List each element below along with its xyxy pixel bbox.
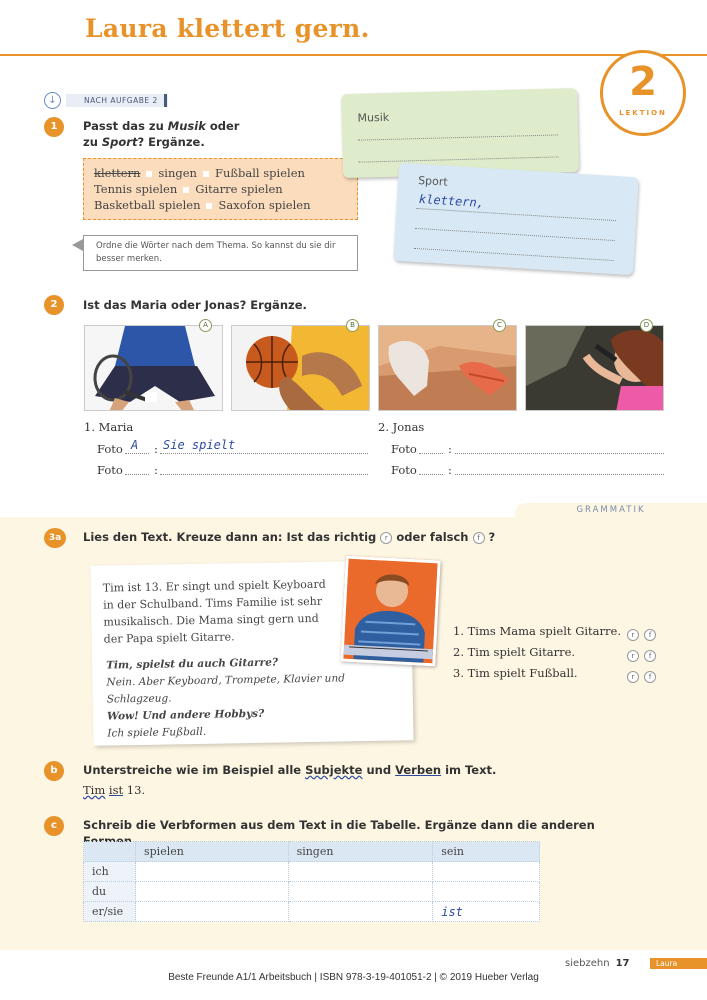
dialog-answer: Nein. Aber Keyboard, Trompete, Klavier und Schlagzeug. bbox=[106, 672, 345, 706]
singing-illustration bbox=[526, 326, 664, 411]
statement-1-checkboxes bbox=[627, 624, 656, 643]
separator-square bbox=[146, 171, 152, 177]
table-cell[interactable] bbox=[433, 902, 540, 922]
dialog-question: Tim, spielst du auch Gitarre? bbox=[106, 656, 279, 672]
jonas-heading: 2. Jonas bbox=[378, 420, 425, 434]
col-singen: singen bbox=[288, 842, 433, 862]
table-cell[interactable] bbox=[288, 862, 433, 882]
instr-text: Unterstreiche wie im Beispiel alle bbox=[83, 763, 306, 777]
falsch-checkbox[interactable]: f bbox=[644, 650, 656, 662]
word-klettern: klettern bbox=[94, 166, 141, 180]
nach-aufgabe-label: NACH AUFGABE 2 bbox=[66, 94, 168, 107]
photo-c-label: C bbox=[493, 319, 506, 332]
page-number bbox=[565, 958, 630, 969]
maria-foto-1-label: Foto bbox=[97, 442, 123, 456]
exercise-3a-badge: 3a bbox=[44, 528, 66, 548]
instr-sport: Sport bbox=[101, 135, 138, 149]
maria-foto-2-blank[interactable] bbox=[125, 474, 149, 475]
table-cell[interactable] bbox=[288, 882, 433, 902]
title-divider bbox=[0, 54, 707, 56]
col-spielen: spielen bbox=[136, 842, 289, 862]
exercise-3b-badge: b bbox=[44, 761, 64, 781]
instr-text: oder falsch bbox=[396, 530, 469, 544]
sport-answer-handwritten: klettern, bbox=[418, 192, 485, 211]
text-line: musikalisch. Die Mama singt gern und bbox=[103, 611, 319, 629]
text-line: Tim ist 13. Er singt und spielt Keyboard bbox=[102, 577, 326, 595]
boy-illustration bbox=[343, 559, 437, 664]
page-word: siebzehn bbox=[565, 958, 610, 969]
colon: : bbox=[154, 463, 158, 477]
word-box bbox=[83, 158, 358, 220]
table-cell[interactable] bbox=[433, 882, 540, 902]
col-sein: sein bbox=[433, 842, 540, 862]
separator-square bbox=[203, 171, 209, 177]
jonas-foto-2-label: Foto bbox=[391, 463, 417, 477]
falsch-icon: f bbox=[473, 532, 485, 544]
answer-line[interactable] bbox=[415, 228, 615, 241]
word-saxofon: Saxofon spielen bbox=[218, 198, 311, 212]
exercise-2-instruction: Ist das Maria oder Jonas? Ergänze. bbox=[83, 298, 307, 312]
text-line: der Papa spielt Gitarre. bbox=[103, 630, 235, 646]
table-cell[interactable] bbox=[288, 902, 433, 922]
table-cell[interactable] bbox=[136, 862, 289, 882]
maria-foto-2-line[interactable] bbox=[160, 474, 368, 475]
photo-b-label: B bbox=[346, 319, 359, 332]
photo-d-label: D bbox=[640, 319, 653, 332]
statement-1: 1. Tims Mama spielt Gitarre. bbox=[453, 624, 621, 638]
instr-text: ? Ergänze. bbox=[137, 135, 205, 149]
basketball-illustration bbox=[232, 326, 370, 411]
separator-square bbox=[183, 187, 189, 193]
row-ich: ich bbox=[84, 862, 136, 882]
musik-card bbox=[341, 88, 579, 178]
answer-ist: ist bbox=[441, 904, 463, 919]
example-sentence bbox=[83, 783, 145, 797]
word-fussball: Fußball spielen bbox=[214, 166, 305, 180]
statement-3-checkboxes bbox=[627, 666, 656, 685]
text-line: in der Schulband. Tims Familie ist sehr bbox=[103, 594, 323, 612]
instr-text: Passt das zu bbox=[83, 119, 168, 133]
falsch-checkbox[interactable]: f bbox=[644, 671, 656, 683]
answer-line[interactable] bbox=[359, 156, 559, 162]
exercise-2-badge: 2 bbox=[44, 295, 64, 315]
jonas-foto-1-label: Foto bbox=[391, 442, 417, 456]
chapter-tag: Laura bbox=[650, 958, 707, 969]
colon: : bbox=[448, 442, 452, 456]
page-num: 17 bbox=[615, 958, 630, 969]
instr-text: ? bbox=[488, 530, 496, 544]
word-singen: singen bbox=[158, 166, 197, 180]
separator-square bbox=[206, 203, 212, 209]
exercise-3a-instruction bbox=[83, 529, 503, 545]
richtig-icon: r bbox=[380, 532, 392, 544]
statement-2: 2. Tim spielt Gitarre. bbox=[453, 645, 576, 659]
example-rest: 13. bbox=[123, 783, 146, 797]
lesson-label: LEKTION bbox=[619, 109, 667, 117]
photo-b-basketball bbox=[231, 325, 370, 411]
jonas-foto-2-line[interactable] bbox=[455, 474, 664, 475]
answer-line[interactable] bbox=[358, 134, 558, 140]
tip-pointer bbox=[72, 239, 83, 251]
lesson-badge bbox=[600, 50, 686, 136]
photo-a-tennis bbox=[84, 325, 223, 411]
tennis-illustration bbox=[85, 326, 223, 411]
tip-box: Ordne die Wörter nach dem Thema. So kannst du sie dir besser merken. bbox=[83, 235, 358, 271]
dialog-answer: Ich spiele Fußball. bbox=[107, 725, 207, 740]
table-row bbox=[84, 902, 540, 922]
photo-c-climbing bbox=[378, 325, 517, 411]
maria-foto-1-text-answer: Sie spielt bbox=[163, 438, 236, 452]
word-tennis: Tennis spielen bbox=[94, 182, 178, 196]
answer-line[interactable] bbox=[414, 248, 614, 261]
instr-text: oder bbox=[205, 119, 240, 133]
lesson-number: 2 bbox=[629, 59, 657, 105]
table-cell[interactable] bbox=[136, 882, 289, 902]
table-cell[interactable] bbox=[136, 902, 289, 922]
jonas-foto-1-line[interactable] bbox=[455, 453, 664, 454]
photo-d-singing bbox=[525, 325, 664, 411]
word-basketball: Basketball spielen bbox=[94, 198, 201, 212]
table-cell[interactable] bbox=[433, 862, 540, 882]
page-title: Laura klettert gern. bbox=[85, 14, 370, 43]
verb-table bbox=[83, 841, 540, 922]
row-du: du bbox=[84, 882, 136, 902]
table-header-row bbox=[84, 842, 540, 862]
instr-text: und bbox=[362, 763, 396, 777]
photo-a-label: A bbox=[199, 319, 212, 332]
exercise-1-badge: 1 bbox=[44, 117, 64, 137]
row-er-sie: er/sie bbox=[84, 902, 136, 922]
maria-foto-1-line[interactable] bbox=[160, 453, 368, 454]
richtig-checkbox[interactable]: r bbox=[627, 629, 639, 641]
richtig-checkbox[interactable]: r bbox=[627, 671, 639, 683]
reading-text bbox=[103, 576, 329, 648]
richtig-checkbox[interactable]: r bbox=[627, 650, 639, 662]
maria-foto-1-answer: A bbox=[131, 438, 139, 452]
table-row bbox=[84, 862, 540, 882]
example-subject: Tim bbox=[83, 783, 106, 797]
exercise-3b-instruction bbox=[83, 762, 503, 778]
falsch-checkbox[interactable]: f bbox=[644, 629, 656, 641]
exercise-3c-badge: c bbox=[44, 816, 64, 836]
dialog-question: Wow! Und andere Hobbys? bbox=[106, 707, 265, 723]
maria-foto-1-blank[interactable] bbox=[125, 453, 149, 454]
table-row bbox=[84, 882, 540, 902]
maria-foto-2-label: Foto bbox=[97, 463, 123, 477]
instr-text: im Text. bbox=[441, 763, 497, 777]
table-corner-cell bbox=[84, 842, 136, 862]
climbing-illustration bbox=[379, 326, 517, 411]
arrow-down-icon: ↓ bbox=[44, 92, 61, 109]
instr-subjekte: Subjekte bbox=[305, 763, 363, 777]
maria-heading: 1. Maria bbox=[84, 420, 134, 434]
dialog bbox=[106, 652, 407, 742]
example-verb: ist bbox=[108, 783, 124, 797]
sport-card bbox=[393, 163, 639, 275]
colon: : bbox=[154, 442, 158, 456]
jonas-foto-1-blank[interactable] bbox=[419, 453, 443, 454]
answer-line[interactable] bbox=[416, 208, 616, 221]
tim-photo bbox=[340, 556, 440, 667]
instr-verben: Verben bbox=[395, 763, 442, 777]
colon: : bbox=[448, 463, 452, 477]
instr-text: zu bbox=[83, 135, 102, 149]
sport-card-label: Sport bbox=[417, 173, 449, 189]
instr-musik: Musik bbox=[167, 119, 206, 133]
musik-card-label: Musik bbox=[357, 110, 390, 125]
exercise-3c-instruction: Schreib die Verbformen aus dem Text in die Tabelle. Ergänze dann die anderen bbox=[83, 818, 595, 832]
word-gitarre: Gitarre spielen bbox=[195, 182, 283, 196]
instr-text: Lies den Text. Kreuze dann an: Ist das richtig bbox=[83, 530, 377, 544]
statement-2-checkboxes bbox=[627, 645, 656, 664]
nach-aufgabe-marker bbox=[164, 94, 167, 107]
copyright-line: Beste Freunde A1/1 Arbeitsbuch | ISBN 978-3-19-401051-2 | © 2019 Hueber Verlag bbox=[168, 972, 539, 983]
exercise-1-instruction bbox=[83, 118, 303, 150]
statement-3: 3. Tim spielt Fußball. bbox=[453, 666, 578, 680]
grammar-tab: GRAMMATIK bbox=[515, 503, 707, 518]
jonas-foto-2-blank[interactable] bbox=[419, 474, 443, 475]
